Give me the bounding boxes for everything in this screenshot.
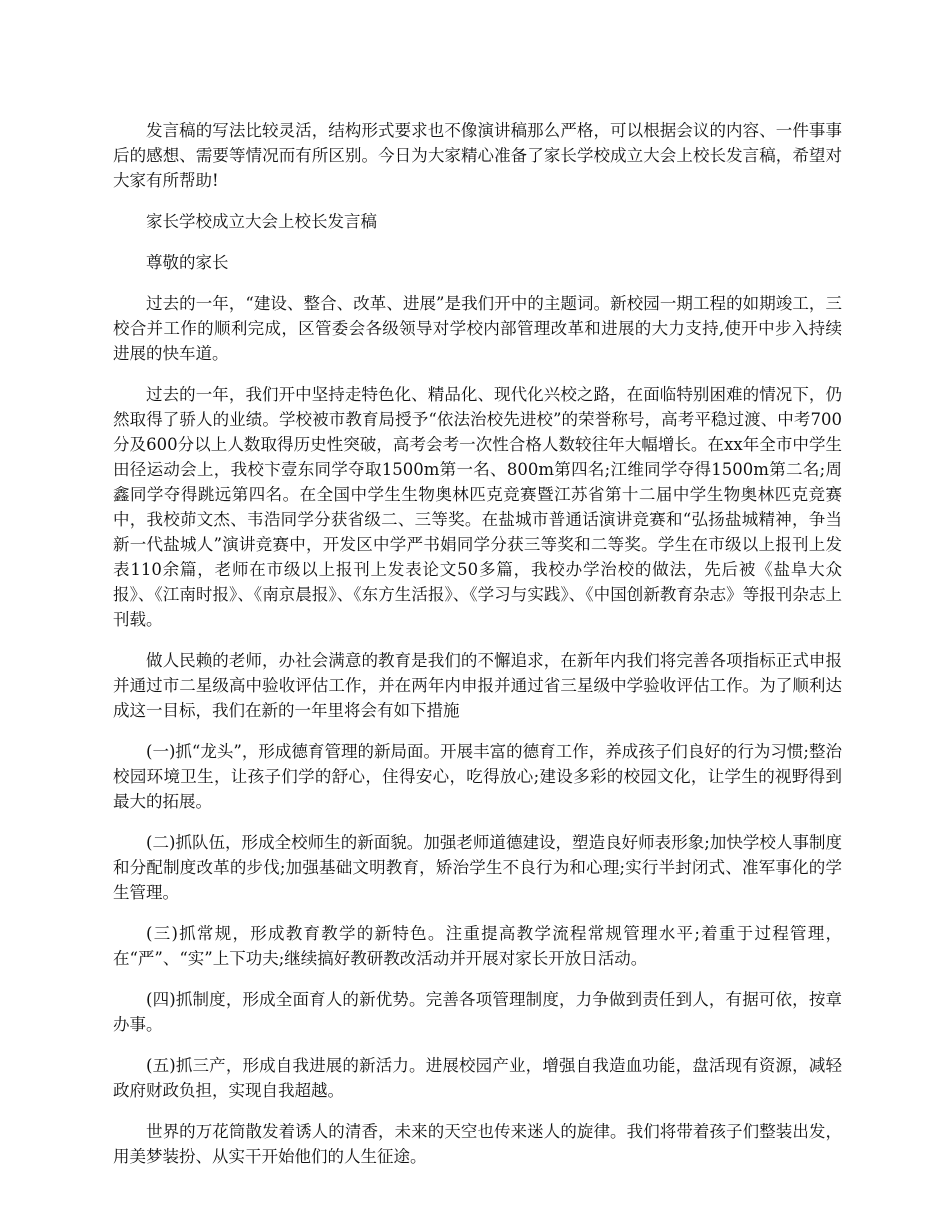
body-paragraph: 过去的一年，“建设、整合、改革、进展”是我们开中的主题词。新校园一期工程的如期竣工，三校合并工作的顺利完成，区管委会各级领导对学校内部管理改革和进展的大力支持,使开中步入持续进展的快车道。 — [113, 294, 842, 363]
measure-item: (四)抓制度，形成全面育人的新优势。完善各项管理制度，力争做到责任到人，有据可依，按章办事。 — [113, 990, 842, 1034]
document-body — [113, 118, 842, 1185]
intro-paragraph: 发言稿的写法比较灵活，结构形式要求也不像演讲稿那么严格，可以根据会议的内容、一件事事后的感想、需要等情况而有所区别。今日为大家精心准备了家长学校成立大会上校长发言稿，希望对大家有所帮助! — [113, 121, 842, 190]
salutation: 尊敬的家长 — [146, 253, 229, 272]
measure-item: (三)抓常规，形成教育教学的新特色。注重提高教学流程常规管理水平;着重于过程管理，在“严”、“实”上下功夫;继续搞好教研教改活动并开展对家长开放日活动。 — [113, 924, 842, 968]
measure-item: (二)抓队伍，形成全校师生的新面貌。加强老师道德建设，塑造良好师表形象;加快学校人事制度和分配制度改革的步伐;加强基础文明教育，矫治学生不良行为和心理;实行半封闭式、准军事化的学生管理。 — [113, 833, 842, 902]
body-paragraph: 过去的一年，我们开中坚持走特色化、精品化、现代化兴校之路，在面临特别困难的情况下，仍然取得了骄人的业绩。学校被市教育局授予“依法治校先进校”的荣誉称号，高考平稳过渡、中考700分及600分以上人数取得历史性突破，高考会考一次性合格人数较往年大幅增长。在xx年全市中学生田径运动会上，我校卞壹东同学夺取1500m第一名、800m第四名;江维同学夺得1500m第二名;周鑫同学夺得跳远第四名。在全国中学生生物奥林匹克竞赛暨江苏省第十二届中学生物奥林匹克竞赛中，我校茆文杰、韦浩同学分获省级二、三等奖。在盐城市普通话演讲竞赛和“弘扬盐城精神，争当新一代盐城人”演讲竞赛中，开发区中学严书娟同学分获三等奖和二等奖。学生在市级以上报刊上发表110余篇，老师在市级以上报刊上发表论文50多篇，我校办学治校的做法，先后被《盐阜大众报》、《江南时报》、《南京晨报》、《东方生活报》、《学习与实践》、《中国创新教育杂志》等报刊杂志上刊载。 — [113, 385, 842, 629]
measure-item: (五)抓三产，形成自我进展的新活力。进展校园产业，增强自我造血功能，盘活现有资源，减轻政府财政负担，实现自我超越。 — [113, 1056, 842, 1100]
speech-title: 家长学校成立大会上校长发言稿 — [146, 212, 377, 231]
closing-paragraph: 世界的万花筒散发着诱人的清香，未来的天空也传来迷人的旋律。我们将带着孩子们整装出发，用美梦装扮、从实干开始他们的人生征途。 — [113, 1122, 842, 1166]
measure-item: (一)抓“龙头”，形成德育管理的新局面。开展丰富的德育工作，养成孩子们良好的行为习惯;整治校园环境卫生，让孩子们学的舒心，住得安心，吃得放心;建设多彩的校园文化，让学生的视野得到最大的拓展。 — [113, 742, 842, 811]
body-paragraph: 做人民赖的老师，办社会满意的教育是我们的不懈追求，在新年内我们将完善各项指标正式申报并通过市二星级高中验收评估工作，并在两年内申报并通过省三星级中学验收评估工作。为了顺利达成这一目标，我们在新的一年里将会有如下措施 — [113, 651, 842, 720]
